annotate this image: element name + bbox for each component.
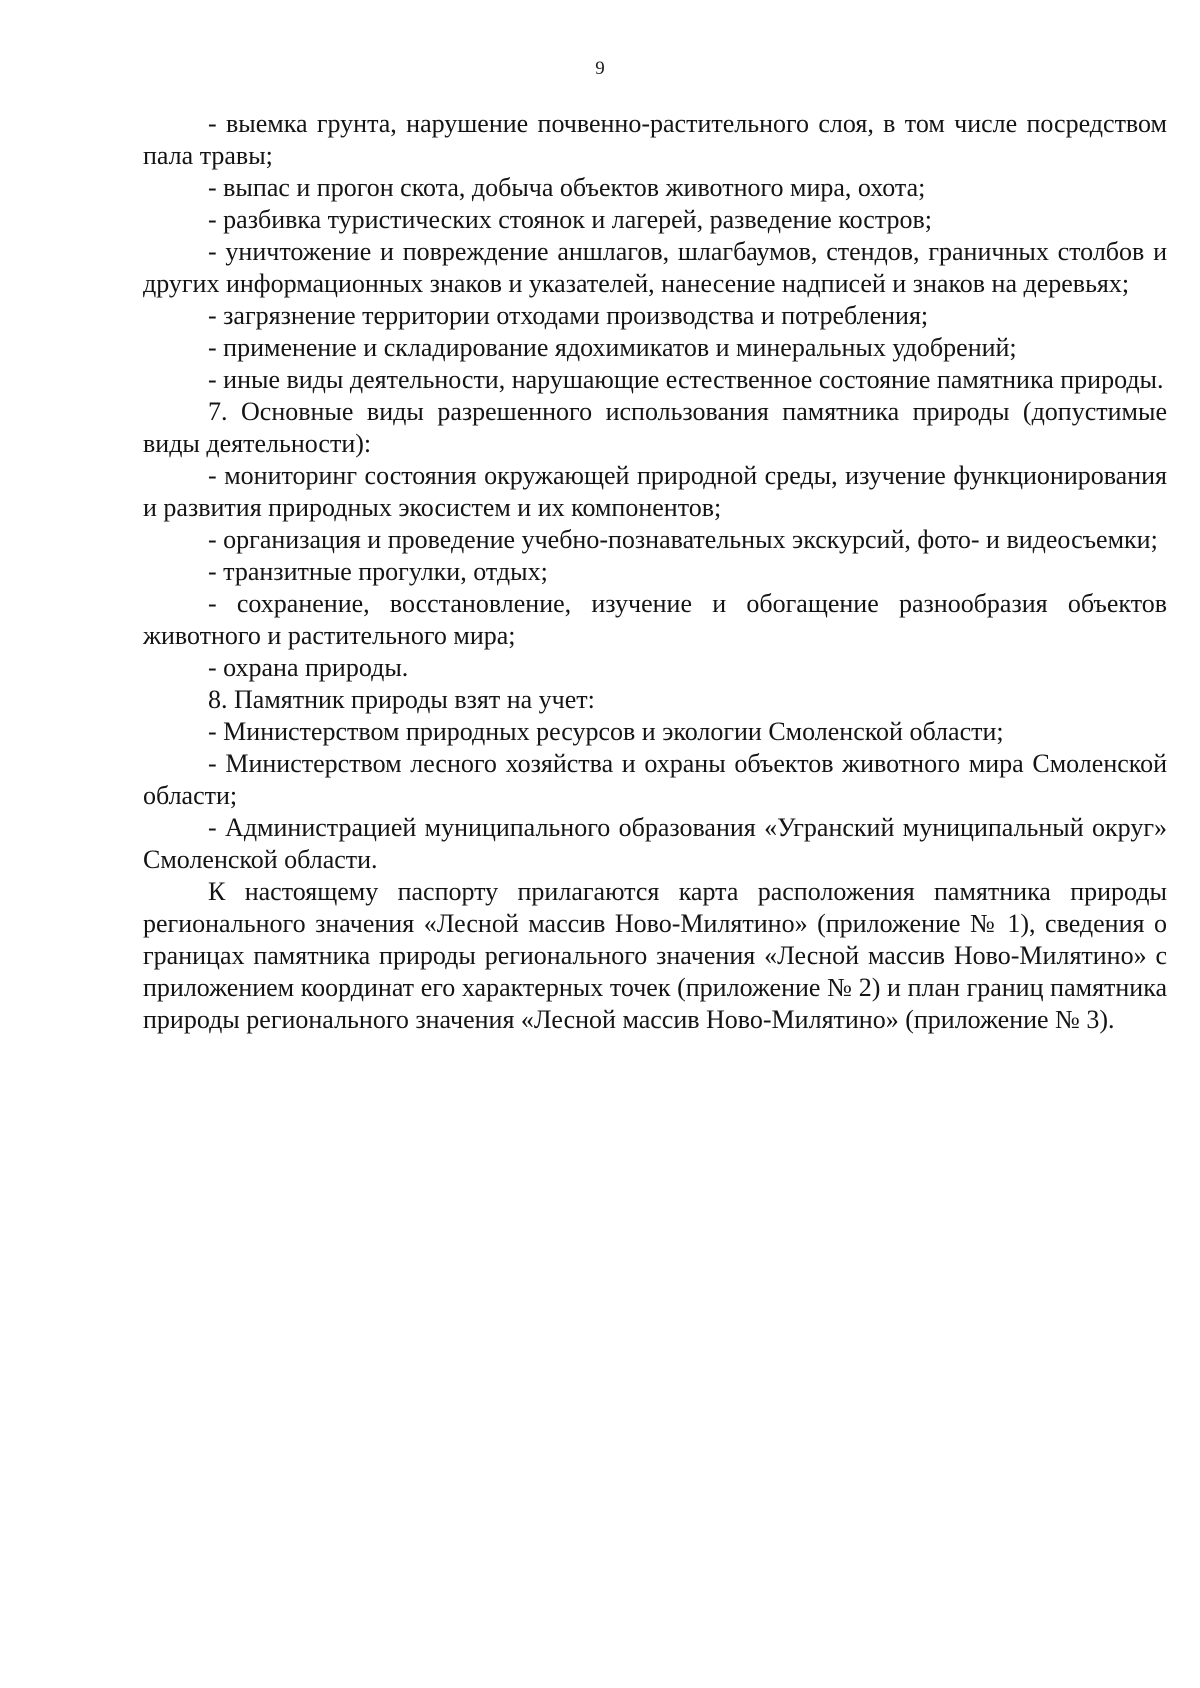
page-number: 9 <box>595 58 605 79</box>
list-item-other-activities: - иные виды деятельности, нарушающие естественное состояние памятника природы. <box>208 365 1164 394</box>
list-item-chemicals: - применение и складирование ядохимикатов и минеральных удобрений; <box>208 333 1017 362</box>
section-7-heading: 7. Основные виды разрешенного использования памятника природы (допустимые виды деятельности): <box>143 397 1167 458</box>
list-item-conservation: - сохранение, восстановление, изучение и обогащение разнообразия объектов животного и растительного мира; <box>143 589 1167 650</box>
list-item-monitoring: - мониторинг состояния окружающей природной среды, изучение функционирования и развития природных экосистем и их компонентов; <box>143 461 1167 522</box>
attachments-paragraph: К настоящему паспорту прилагаются карта расположения памятника природы регионального значения «Лесной массив Ново-Милятино» (приложение № 1), сведения о границах памятника природы регионального значения «Лесной массив Ново-Милятино» с приложением координат его характерных точек (приложение № 2) и план границ памятника природы регионального значения «Лесной массив Ново-Милятино» (приложение № 3). <box>143 877 1167 1034</box>
list-item-waste-pollution: - загрязнение территории отходами производства и потребления; <box>208 301 929 330</box>
document-body <box>143 108 1167 1036</box>
list-item-soil-excavation: - выемка грунта, нарушение почвенно-растительного слоя, в том числе посредством пала травы; <box>143 109 1167 170</box>
list-item-grazing-hunting: - выпас и прогон скота, добыча объектов животного мира, охота; <box>208 173 926 202</box>
list-item-excursions: - организация и проведение учебно-познавательных экскурсий, фото- и видеосъемки; <box>208 525 1158 554</box>
list-item-sign-damage: - уничтожение и повреждение аншлагов, шлагбаумов, стендов, граничных столбов и других информационных знаков и указателей, нанесение надписей и знаков на деревьях; <box>143 237 1167 298</box>
list-item-nature-protection: - охрана природы. <box>208 653 409 682</box>
section-8-heading: 8. Памятник природы взят на учет: <box>208 685 595 714</box>
list-item-camping-fires: - разбивка туристических стоянок и лагерей, разведение костров; <box>208 205 933 234</box>
list-item-ministry-forestry: - Министерством лесного хозяйства и охраны объектов животного мира Смоленской области; <box>143 749 1167 810</box>
list-item-walks: - транзитные прогулки, отдых; <box>208 557 548 586</box>
list-item-administration: - Администрацией муниципального образования «Угранский муниципальный округ» Смоленской области. <box>143 813 1167 874</box>
list-item-ministry-natural-resources: - Министерством природных ресурсов и экологии Смоленской области; <box>208 717 1004 746</box>
